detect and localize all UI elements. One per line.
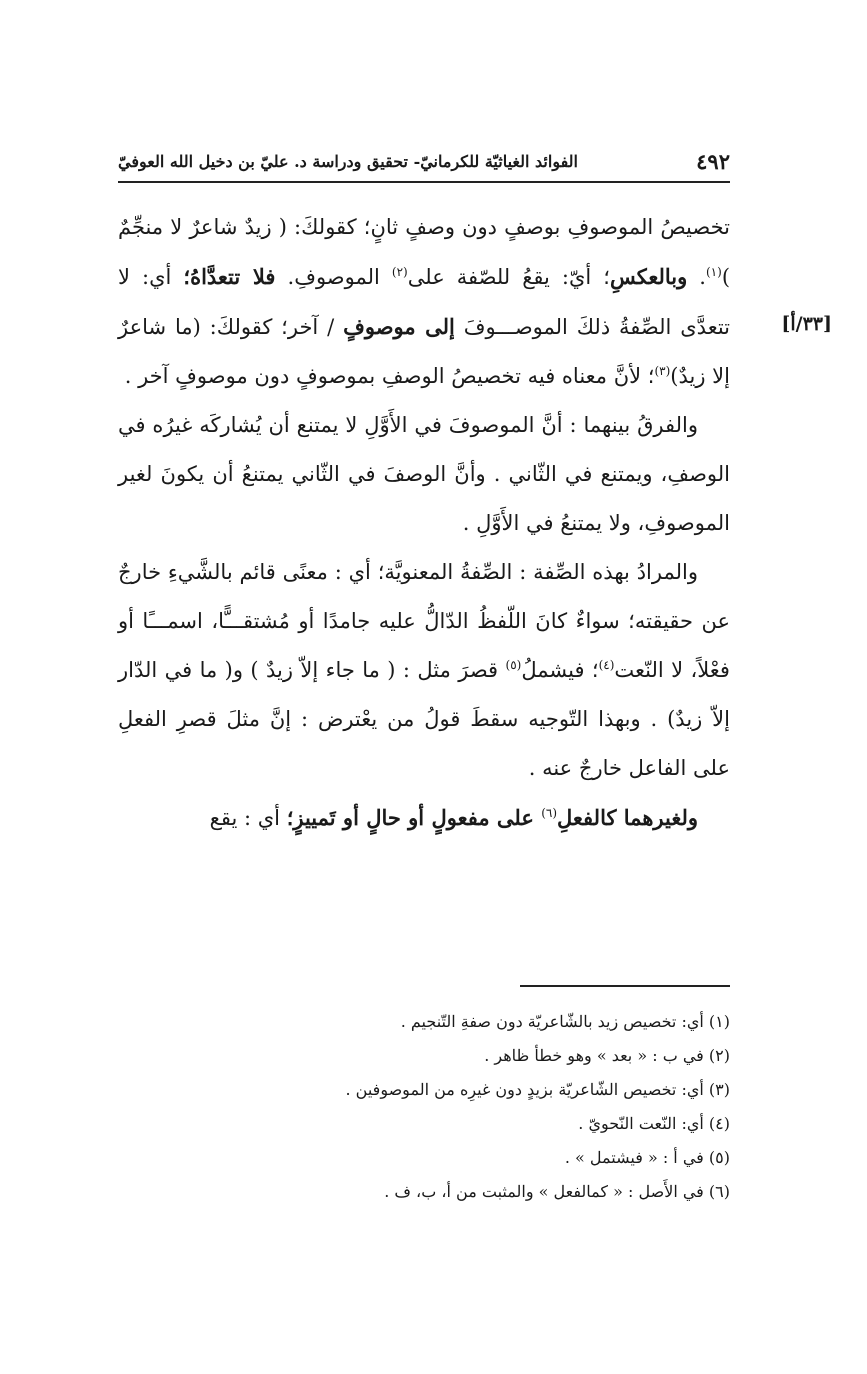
footnote-1: (١) أي: تخصيص زيد بالشّاعريّة دون صفةِ التّنجيم . xyxy=(400,1012,730,1031)
footnote-5: (٥) في أ : « فيشتمل » . xyxy=(564,1148,730,1167)
footnote-ref-1[interactable]: (١) xyxy=(705,265,722,279)
footnotes xyxy=(118,1005,730,1209)
footnote-ref-5[interactable]: (٥) xyxy=(505,658,522,672)
paragraph-4 xyxy=(118,793,730,843)
footnote-ref-3[interactable]: (٣) xyxy=(654,364,671,378)
footnote-ref-6[interactable]: (٦) xyxy=(541,806,558,820)
page-number: ٤٩٢ xyxy=(696,148,730,174)
p4-bold-1: ولغيرهما كالفعلِ xyxy=(557,805,698,830)
p3-text-2: ؛ فيشملُ xyxy=(521,658,599,682)
p3-text-3: قصرَ مثل : ( ما جاء إلاّ زيدٌ ) و( ما في الدّار إلاّ زيدٌ) . وبهذا التّوجيه سقطَ قولُ من يعْترض : إنَّ مثلَ قصرِ الفعلِ على الفاعل خارجٌ عنه . xyxy=(118,658,730,780)
p1-text-6: / آخر؛ كقولكَ: (ما شاعرٌ إلا زيدٌ) xyxy=(118,315,730,388)
manuscript-folio-marker: [٣٣/أ] xyxy=(781,313,832,335)
p1-bold-3: إلى موصوفٍ xyxy=(343,314,455,339)
p1-bold-2: فلا تتعدَّاهُ؛ xyxy=(183,264,276,289)
footnote-6: (٦) في الأَصل : « كمالفعل » والمثبت من أ، ب، ف . xyxy=(384,1182,730,1201)
running-title: الفوائد الغياثيّة للكرمانيّ- تحقيق ودراسة د. عليّ بن دخيل الله العوفيّ xyxy=(118,151,578,171)
p2-text: والفرقُ بينهما : أنَّ الموصوفَ في الأَوَّلِ لا يمتنع أن يُشاركَه غيرُه في الوصفِ، ويمتنع في الثّاني . وأنَّ الوصفَ في الثّاني يمتنعُ أن يكونَ لغير الموصوفِ، ولا يمتنعُ في الأَوَّلِ . xyxy=(118,413,730,535)
p4-text: أي : يقع xyxy=(209,806,287,830)
footnote-ref-2[interactable]: (٢) xyxy=(391,265,408,279)
p1-text-3: ؛ أيّ: يقعُ للصّفة على xyxy=(407,265,610,289)
paragraph-3 xyxy=(118,548,730,793)
footnote-3: (٣) أي: تخصيص الشّاعريّة بزيدٍ دون غيرِه من الموصوفين . xyxy=(345,1080,730,1099)
footnote-4: (٤) أي: النّعت النّحويّ . xyxy=(578,1114,730,1133)
header-rule xyxy=(118,181,730,183)
p1-text-2: . xyxy=(687,265,706,289)
footnote-2: (٢) في ب : « بعد » وهو خطأ ظاهر . xyxy=(484,1046,730,1065)
paragraph-1 xyxy=(118,203,730,401)
main-text xyxy=(118,203,730,843)
p1-bold-1: وبالعكسِ xyxy=(609,264,688,289)
p1-text: تخصيصُ الموصوفِ بوصفٍ دون وصفٍ ثانٍ؛ كقولكَ: ( زيدٌ شاعرٌ لا منجِّمٌ ) xyxy=(118,215,731,289)
footnote-ref-4[interactable]: (٤) xyxy=(598,658,615,672)
footnote-rule xyxy=(520,985,730,987)
paragraph-2 xyxy=(118,401,730,548)
p1-text-4: الموصوفِ. xyxy=(275,265,392,289)
p3-text: والمرادُ بهذه الصِّفة : الصِّفةُ المعنويَّة؛ أي : معنًى قائم بالشَّيءِ خارجٌ عن حقيقته؛ سواءٌ كانَ اللّفظُ الدّالُّ عليه جامدًا أو مُشتقـــًّا، اسمـــًا أو فعْلاً، لا النّعت xyxy=(118,560,730,682)
p1-text-7: ؛ لأنَّ معناه فيه تخصيصُ الوصفِ بموصوفٍ دون موصوفٍ آخر . xyxy=(124,364,655,388)
running-header xyxy=(118,142,730,180)
p1-text-5: أي: لا تتعدَّى الصِّفةُ ذلكَ الموصـــوفَ xyxy=(118,265,731,339)
p4-bold-2: على مفعولٍ أو حالٍ أو تَمييزٍ؛ xyxy=(286,805,542,830)
